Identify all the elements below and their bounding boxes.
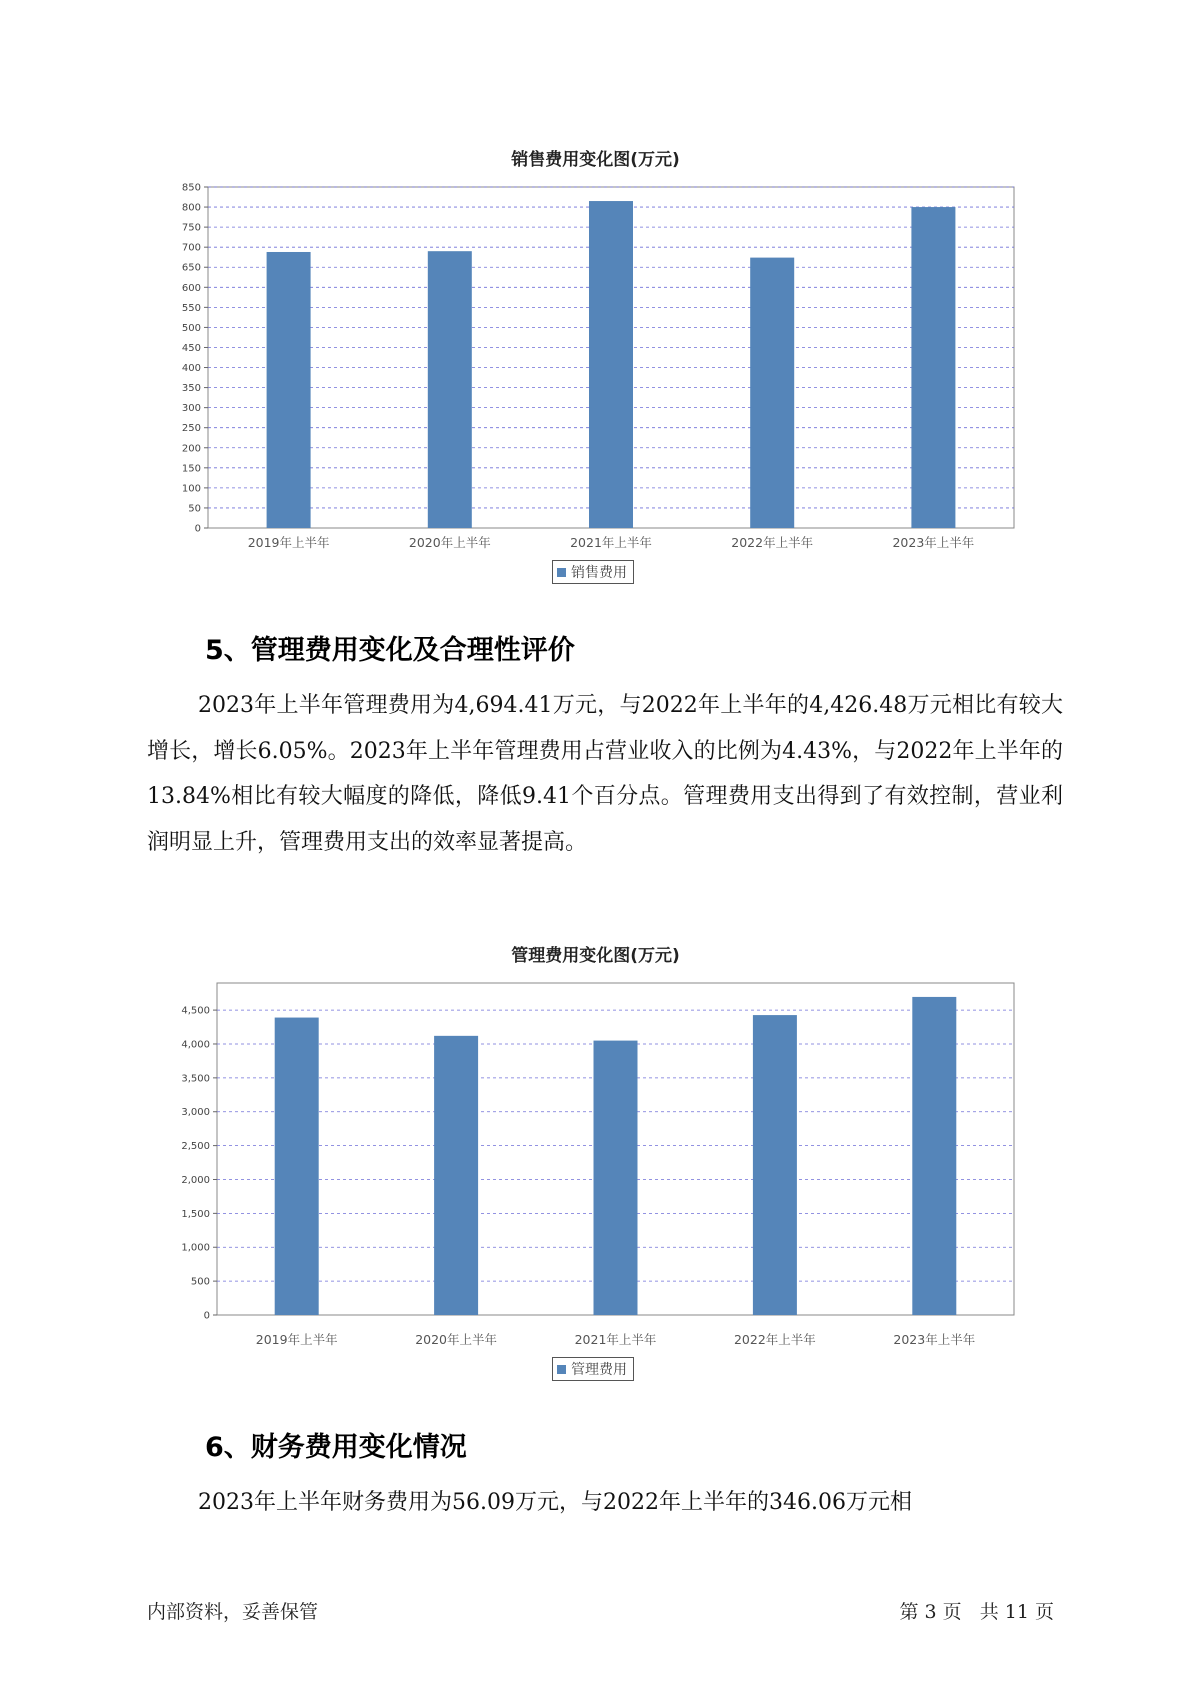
section-heading-finance: 6、财务费用变化情况 <box>205 1432 467 1463</box>
legend-label: 销售费用 <box>571 565 627 581</box>
y-tick-label: 650 <box>181 262 201 274</box>
admin-chart-title: 管理费用变化图(万元) <box>511 946 680 966</box>
bar-2022年上半年 <box>753 1015 797 1315</box>
y-tick-label: 450 <box>181 342 201 354</box>
y-tick-label: 300 <box>181 403 201 415</box>
legend-swatch <box>557 1365 566 1374</box>
x-category-label: 2019年上半年 <box>247 535 330 550</box>
y-tick-label: 1,500 <box>181 1208 210 1220</box>
section-paragraph-finance: 2023年上半年财务费用为56.09万元，与2022年上半年的346.06万元相 <box>198 1490 912 1515</box>
x-category-label: 2023年上半年 <box>893 1332 976 1347</box>
y-tick-label: 3,000 <box>181 1107 210 1119</box>
y-tick-label: 100 <box>181 483 201 495</box>
x-category-label: 2021年上半年 <box>570 535 652 550</box>
y-tick-label: 500 <box>181 322 201 334</box>
bar-2023年上半年 <box>912 997 956 1315</box>
section-paragraph-admin: 2023年上半年管理费用为4,694.41万元，与2022年上半年的4,426.48万元相比有较大增长，增长6.05%。2023年上半年管理费用占营业收入的比例为4.43%，与2022年上半年的13.84%相比有较大幅度的降低，降低9.41个百分点。管理费用支出得到了有效控制，营业利润明显上升，管理费用支出的效率显著提高。 <box>147 693 1063 855</box>
y-tick-label: 50 <box>188 503 201 515</box>
y-tick-label: 0 <box>203 1310 210 1322</box>
y-tick-label: 850 <box>181 182 201 194</box>
bar-2019年上半年 <box>275 1018 319 1315</box>
y-tick-label: 150 <box>181 463 201 475</box>
section-heading-admin: 5、管理费用变化及合理性评价 <box>205 635 575 666</box>
bar-2021年上半年 <box>594 1041 638 1315</box>
y-tick-label: 350 <box>181 383 201 395</box>
x-category-label: 2020年上半年 <box>408 535 491 550</box>
y-tick-label: 550 <box>181 302 201 314</box>
y-tick-label: 2,000 <box>181 1174 210 1186</box>
footer-page-number: 第 3 页 共 11 页 <box>899 1601 1054 1623</box>
y-tick-label: 400 <box>181 363 201 375</box>
y-tick-label: 500 <box>190 1276 210 1288</box>
x-category-label: 2019年上半年 <box>255 1332 338 1347</box>
footer-confidential: 内部资料，妥善保管 <box>147 1601 319 1623</box>
y-tick-label: 3,500 <box>181 1073 210 1085</box>
sales-chart-title: 销售费用变化图(万元) <box>511 150 680 170</box>
legend-label: 管理费用 <box>571 1362 627 1378</box>
y-tick-label: 4,500 <box>181 1005 210 1017</box>
x-category-label: 2020年上半年 <box>415 1332 498 1347</box>
y-tick-label: 2,500 <box>181 1141 210 1153</box>
x-category-label: 2022年上半年 <box>733 1332 816 1347</box>
y-tick-label: 1,000 <box>181 1242 210 1254</box>
y-tick-label: 250 <box>181 423 201 435</box>
y-tick-label: 750 <box>181 222 201 234</box>
y-tick-label: 700 <box>181 242 201 254</box>
bar-2020年上半年 <box>434 1036 478 1315</box>
admin-chart-legend <box>552 1357 634 1381</box>
x-category-label: 2022年上半年 <box>731 535 814 550</box>
x-category-label: 2021年上半年 <box>574 1332 657 1347</box>
y-tick-label: 4,000 <box>181 1039 210 1051</box>
y-tick-label: 0 <box>194 523 201 535</box>
y-tick-label: 200 <box>181 443 201 455</box>
x-category-label: 2023年上半年 <box>892 535 975 550</box>
y-tick-label: 800 <box>181 202 201 214</box>
y-tick-label: 600 <box>181 282 201 294</box>
